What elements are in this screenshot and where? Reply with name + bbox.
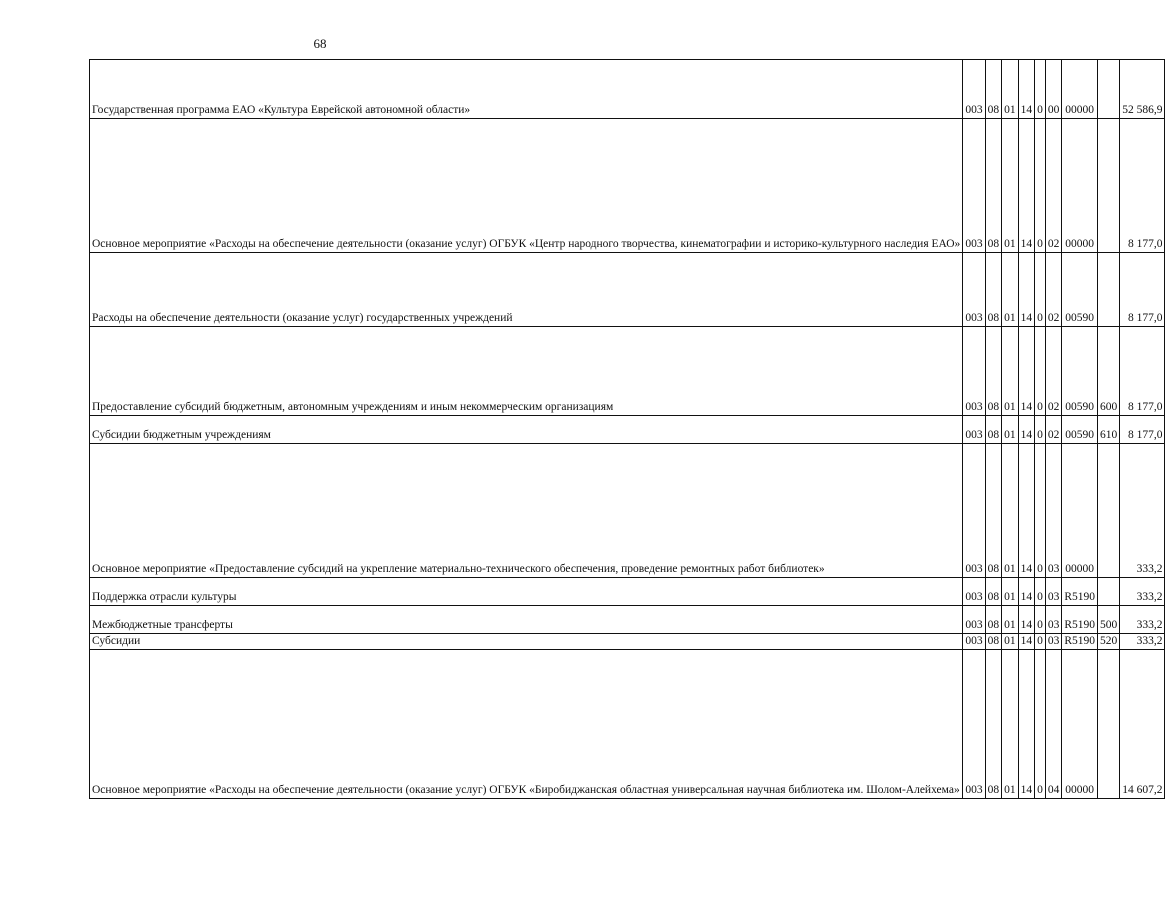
program-code: 14 <box>1018 634 1035 650</box>
subsection-code: 01 <box>1002 578 1019 606</box>
expense-type-code: 520 <box>1097 634 1119 650</box>
amount: 8 177,0 <box>1120 253 1165 327</box>
page-number: 68 <box>313 36 327 51</box>
amount: 14 607,2 <box>1120 650 1165 799</box>
subprogram-code: 0 <box>1035 253 1046 327</box>
table-row <box>90 60 1165 119</box>
subsection-code: 01 <box>1002 327 1019 416</box>
amount: 8 177,0 <box>1120 327 1165 416</box>
program-code: 14 <box>1018 416 1035 444</box>
row-name: Поддержка отрасли культуры <box>90 578 963 606</box>
direction-code: 00000 <box>1062 444 1098 578</box>
section-code: 08 <box>985 253 1002 327</box>
subprogram-code: 0 <box>1035 60 1046 119</box>
row-name: Субсидии <box>90 634 963 650</box>
program-code: 14 <box>1018 60 1035 119</box>
row-name: Основное мероприятие «Расходы на обеспечение деятельности (оказание услуг) ОГБУК «Центр народного творчества, кинематографии и историко-культурного наследия ЕАО» <box>90 119 963 253</box>
budget-table <box>89 59 1165 799</box>
amount: 8 177,0 <box>1120 416 1165 444</box>
event-code: 02 <box>1045 253 1062 327</box>
section-code: 08 <box>985 416 1002 444</box>
amount: 8 177,0 <box>1120 119 1165 253</box>
table-row <box>90 416 1165 444</box>
table-row <box>90 606 1165 634</box>
row-name: Субсидии бюджетным учреждениям <box>90 416 963 444</box>
program-code: 14 <box>1018 578 1035 606</box>
program-code: 14 <box>1018 650 1035 799</box>
program-code: 14 <box>1018 606 1035 634</box>
expense-type-code <box>1097 650 1119 799</box>
direction-code: R5190 <box>1062 578 1098 606</box>
direction-code: 00000 <box>1062 650 1098 799</box>
event-code: 03 <box>1045 578 1062 606</box>
direction-code: R5190 <box>1062 606 1098 634</box>
ministry-code: 003 <box>963 606 985 634</box>
subsection-code: 01 <box>1002 60 1019 119</box>
ministry-code: 003 <box>963 416 985 444</box>
subsection-code: 01 <box>1002 416 1019 444</box>
subsection-code: 01 <box>1002 606 1019 634</box>
event-code: 04 <box>1045 650 1062 799</box>
direction-code: 00000 <box>1062 119 1098 253</box>
subprogram-code: 0 <box>1035 416 1046 444</box>
row-name: Основное мероприятие «Расходы на обеспечение деятельности (оказание услуг) ОГБУК «Биробиджанская областная универсальная научная библиотека им. Шолом-Алейхема» <box>90 650 963 799</box>
amount: 333,2 <box>1120 578 1165 606</box>
direction-code: 00590 <box>1062 416 1098 444</box>
expense-type-code: 500 <box>1097 606 1119 634</box>
expense-type-code <box>1097 578 1119 606</box>
subprogram-code: 0 <box>1035 119 1046 253</box>
ministry-code: 003 <box>963 444 985 578</box>
table-row <box>90 119 1165 253</box>
event-code: 02 <box>1045 119 1062 253</box>
program-code: 14 <box>1018 119 1035 253</box>
section-code: 08 <box>985 60 1002 119</box>
direction-code: 00590 <box>1062 253 1098 327</box>
row-name: Государственная программа ЕАО «Культура Еврейской автономной области» <box>90 60 963 119</box>
table-row <box>90 634 1165 650</box>
subprogram-code: 0 <box>1035 327 1046 416</box>
section-code: 08 <box>985 444 1002 578</box>
section-code: 08 <box>985 119 1002 253</box>
section-code: 08 <box>985 327 1002 416</box>
ministry-code: 003 <box>963 253 985 327</box>
table-row <box>90 253 1165 327</box>
subsection-code: 01 <box>1002 119 1019 253</box>
program-code: 14 <box>1018 327 1035 416</box>
expense-type-code <box>1097 119 1119 253</box>
expense-type-code <box>1097 444 1119 578</box>
program-code: 14 <box>1018 444 1035 578</box>
section-code: 08 <box>985 634 1002 650</box>
direction-code: R5190 <box>1062 634 1098 650</box>
section-code: 08 <box>985 650 1002 799</box>
subprogram-code: 0 <box>1035 634 1046 650</box>
row-name: Межбюджетные трансферты <box>90 606 963 634</box>
table-row <box>90 444 1165 578</box>
ministry-code: 003 <box>963 60 985 119</box>
expense-type-code: 600 <box>1097 327 1119 416</box>
event-code: 02 <box>1045 327 1062 416</box>
section-code: 08 <box>985 578 1002 606</box>
ministry-code: 003 <box>963 634 985 650</box>
subprogram-code: 0 <box>1035 444 1046 578</box>
ministry-code: 003 <box>963 327 985 416</box>
table-row <box>90 650 1165 799</box>
row-name: Расходы на обеспечение деятельности (оказание услуг) государственных учреждений <box>90 253 963 327</box>
subsection-code: 01 <box>1002 634 1019 650</box>
event-code: 03 <box>1045 634 1062 650</box>
amount: 333,2 <box>1120 444 1165 578</box>
ministry-code: 003 <box>963 578 985 606</box>
amount: 333,2 <box>1120 606 1165 634</box>
subsection-code: 01 <box>1002 253 1019 327</box>
event-code: 02 <box>1045 416 1062 444</box>
table-row <box>90 578 1165 606</box>
event-code: 00 <box>1045 60 1062 119</box>
event-code: 03 <box>1045 444 1062 578</box>
event-code: 03 <box>1045 606 1062 634</box>
ministry-code: 003 <box>963 119 985 253</box>
amount: 333,2 <box>1120 634 1165 650</box>
ministry-code: 003 <box>963 650 985 799</box>
subprogram-code: 0 <box>1035 578 1046 606</box>
subprogram-code: 0 <box>1035 606 1046 634</box>
subsection-code: 01 <box>1002 650 1019 799</box>
row-name: Предоставление субсидий бюджетным, автономным учреждениям и иным некоммерческим организациям <box>90 327 963 416</box>
table-row <box>90 327 1165 416</box>
expense-type-code <box>1097 60 1119 119</box>
program-code: 14 <box>1018 253 1035 327</box>
amount: 52 586,9 <box>1120 60 1165 119</box>
subsection-code: 01 <box>1002 444 1019 578</box>
direction-code: 00000 <box>1062 60 1098 119</box>
expense-type-code <box>1097 253 1119 327</box>
section-code: 08 <box>985 606 1002 634</box>
expense-type-code: 610 <box>1097 416 1119 444</box>
row-name: Основное мероприятие «Предоставление субсидий на укрепление материально-технического обеспечения, проведение ремонтных работ библиотек» <box>90 444 963 578</box>
subprogram-code: 0 <box>1035 650 1046 799</box>
direction-code: 00590 <box>1062 327 1098 416</box>
